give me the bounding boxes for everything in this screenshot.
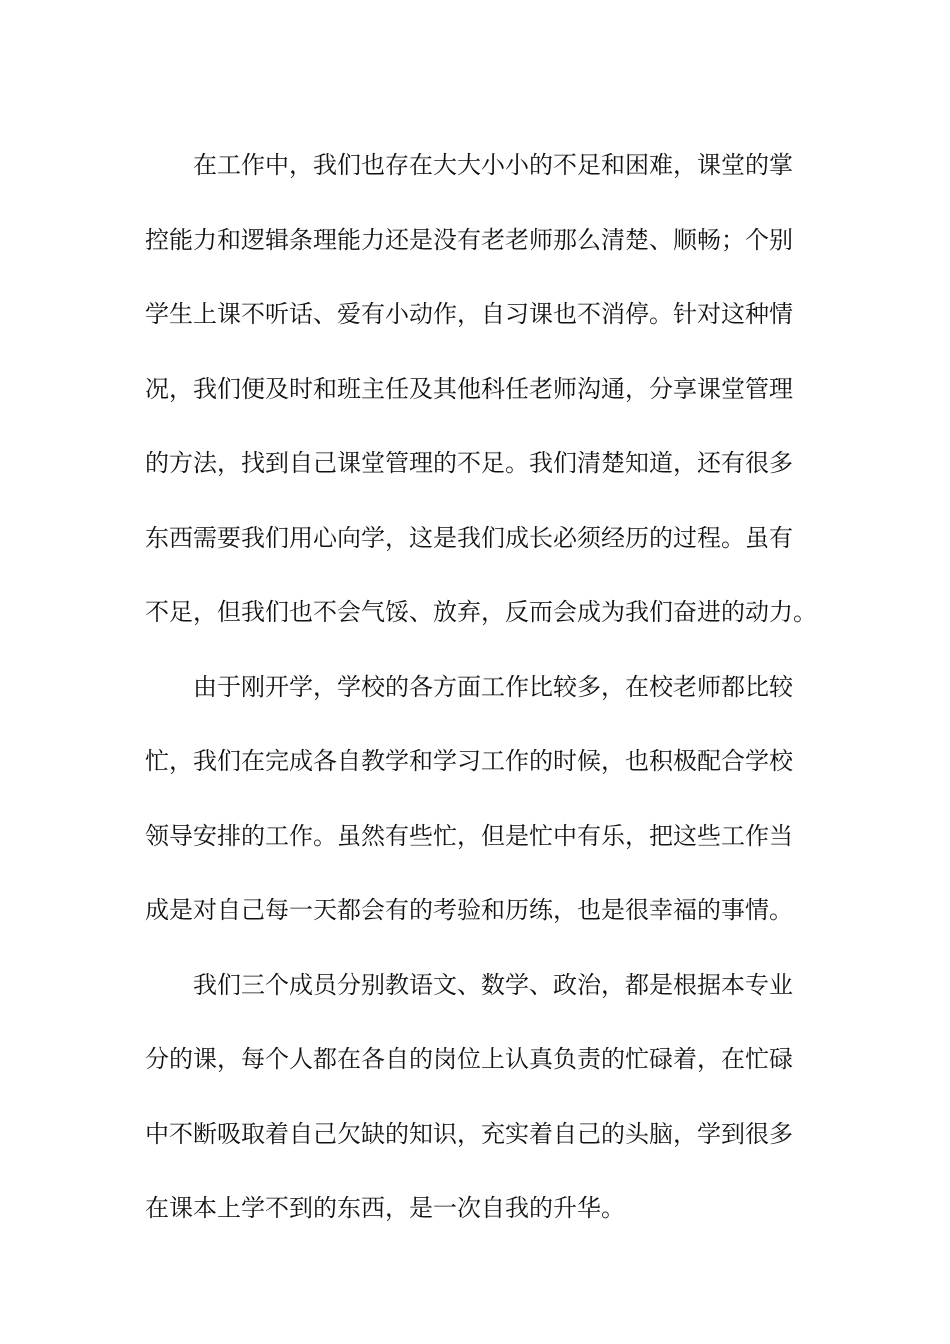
- text-line: 我们三个成员分别教语文、数学、政治，都是根据本专业: [193, 970, 793, 999]
- text-line: 学生上课不听话、爱有小动作，自习课也不消停。针对这种情: [145, 300, 793, 328]
- text-line: 中不断吸取着自己欠缺的知识，充实着自己的头脑，学到很多: [145, 1119, 793, 1148]
- text-line: 不足，但我们也不会气馁、放弃，反而会成为我们奋进的动力。: [145, 598, 817, 626]
- text-line: 在课本上学不到的东西，是一次自我的升华。: [145, 1194, 625, 1222]
- text-line: 况，我们便及时和班主任及其他科任老师沟通，分享课堂管理: [145, 374, 793, 403]
- text-line: 的方法，找到自己课堂管理的不足。我们清楚知道，还有很多: [145, 449, 793, 477]
- text-line: 在工作中，我们也存在大大小小的不足和困难，课堂的掌: [193, 151, 793, 179]
- text-line: 由于刚开学，学校的各方面工作比较多，在校老师都比较: [193, 672, 793, 701]
- document-body: [145, 128, 817, 1246]
- text-line: 东西需要我们用心向学，这是我们成长必须经历的过程。虽有: [145, 523, 793, 552]
- text-line: 忙，我们在完成各自教学和学习工作的时候，也积极配合学校: [145, 747, 793, 775]
- text-line: 控能力和逻辑条理能力还是没有老老师那么清楚、顺畅；个别: [145, 225, 793, 254]
- text-line: 成是对自己每一天都会有的考验和历练，也是很幸福的事情。: [145, 896, 793, 924]
- text-line: 分的课，每个人都在各自的岗位上认真负责的忙碌着，在忙碌: [145, 1045, 793, 1073]
- text-line: 领导安排的工作。虽然有些忙，但是忙中有乐，把这些工作当: [145, 821, 793, 850]
